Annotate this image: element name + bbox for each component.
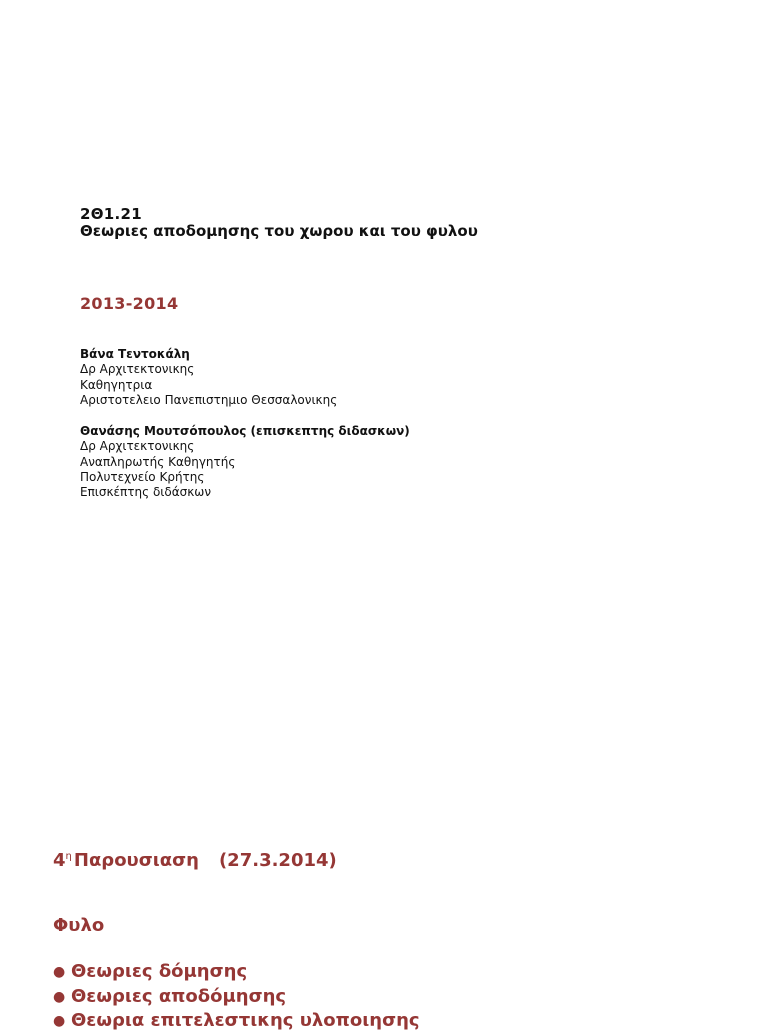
list-item-label: Θεωρια επιτελεστικης υλοποιησης (71, 1010, 420, 1031)
instructor-block (80, 347, 337, 408)
course-title: Θεωριες αποδομησης του χωρου και του φυλου (80, 222, 478, 240)
instructor-degree: Δρ Αρχιτεκτονικης (80, 439, 195, 454)
list-item (53, 985, 420, 1010)
instructor-position: Καθηγητρια (80, 377, 153, 392)
presentation-date: (27.3.2014) (218, 850, 337, 871)
instructor-institution: Αριστοτελειο Πανεπιστημιο Θεσσαλονικης (80, 392, 338, 407)
bullet-icon: ● (53, 1013, 66, 1029)
instructor-name: Βάνα Τεντοκάλη (80, 347, 190, 361)
list-item (53, 1009, 420, 1034)
bullet-icon: ● (53, 964, 66, 980)
presentation-number: 4 (53, 850, 66, 871)
instructor-block (80, 424, 410, 500)
list-item-label: Θεωριες δόμησης (71, 961, 248, 982)
list-item (53, 960, 420, 985)
academic-year: 2013-2014 (80, 294, 179, 313)
presentation-ordinal: η (65, 851, 72, 862)
bullet-icon: ● (53, 988, 66, 1005)
topic-list (53, 960, 420, 1034)
instructor-role: Επισκέπτης διδάσκων (80, 485, 212, 500)
list-item-label: Θεωριες αποδόμησης (71, 985, 287, 1007)
presentation-label: Παρουσιαση (73, 850, 199, 871)
instructor-position: Αναπληρωτής Καθηγητής (80, 454, 236, 469)
section-title: Φυλο (53, 915, 105, 936)
instructor-institution: Πολυτεχνείο Κρήτης (80, 469, 205, 484)
course-code: 2Θ1.21 (80, 205, 142, 223)
presentation-heading (53, 846, 337, 872)
instructor-name: Θανάσης Μουτσόπουλος (επισκεπτης διδασκων) (80, 424, 410, 438)
instructor-degree: Δρ Αρχιτεκτονικης (80, 362, 195, 377)
